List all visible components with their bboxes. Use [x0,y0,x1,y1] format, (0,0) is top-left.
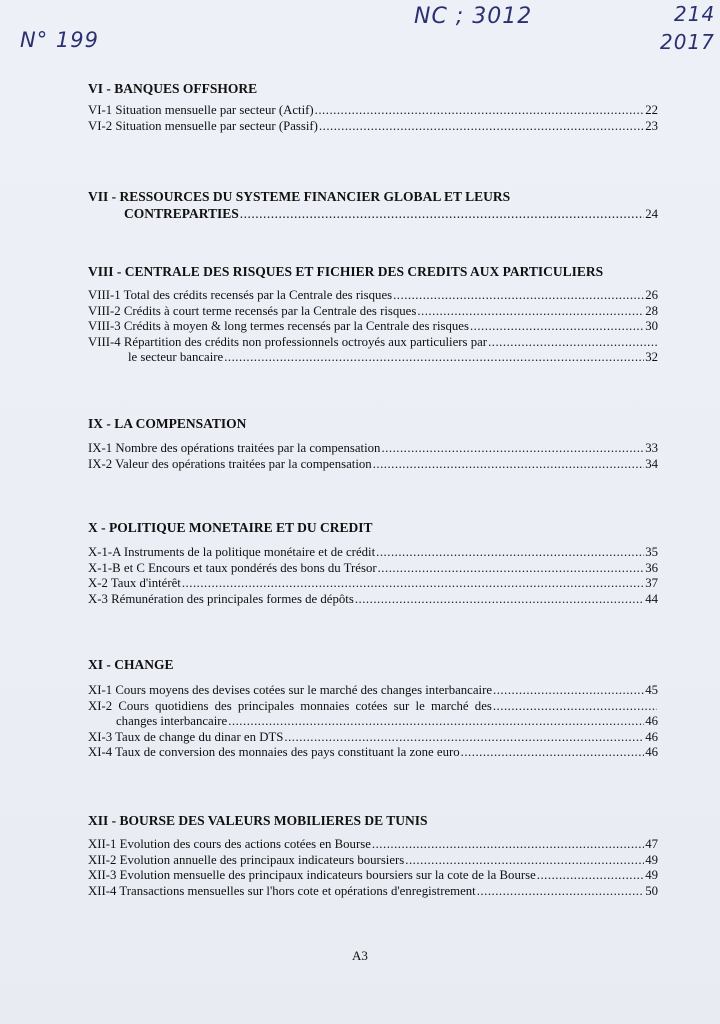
toc-entry-continued[interactable] [88,714,658,730]
toc-section-x [88,519,658,607]
entry-label: XI-4 Taux de conversion des monnaies des pays constituant la zone euro [88,745,460,759]
dot-leader [182,576,644,592]
entry-label: VI-2 Situation mensuelle par secteur (Passif) [88,118,318,133]
dot-leader [488,335,657,351]
entry-page: 49 [645,868,658,882]
handwritten-number: N° 199 [20,28,99,52]
dot-leader [461,745,645,761]
toc-entry[interactable] [88,288,658,304]
entry-page: 30 [645,319,658,333]
entry-page: 44 [645,591,658,606]
dot-leader [378,561,645,577]
dot-leader [376,545,644,561]
entry-label: XI-1 Cours moyens des devises cotées sur le marché des changes interbancaire [88,683,493,697]
toc-entry[interactable] [88,545,658,561]
dot-leader [355,592,644,608]
entry-page: 35 [645,545,658,559]
toc-entry[interactable] [88,304,658,320]
section-title: XI - CHANGE [88,657,174,672]
handwritten-corner-bottom: 2017 [660,30,715,54]
entry-page: 46 [645,745,658,759]
dot-leader [284,730,644,746]
dot-leader [372,837,644,853]
dot-leader [224,350,644,366]
entry-label: X-3 Rémunération des principales formes de dépôts [88,591,354,606]
dot-leader [493,683,644,699]
toc-entry[interactable] [88,319,658,335]
entry-label: VI-1 Situation mensuelle par secteur (Actif) [88,103,314,117]
entry-label: le secteur bancaire [128,350,224,364]
toc-entry[interactable] [88,853,658,869]
handwritten-reference: NC ; 3012 [414,4,533,29]
entry-label: XII-1 Evolution des cours des actions cotées en Bourse [88,837,371,851]
section-title: XII - BOURSE DES VALEURS MOBILIERES DE TUNIS [88,813,428,828]
dot-leader [477,884,644,900]
dot-leader [393,288,644,304]
dot-leader [228,714,644,730]
entry-label: VIII-2 Crédits à court terme recensés par la Centrale des risques [88,303,417,318]
toc-entry[interactable] [88,592,658,608]
dot-leader [240,205,644,222]
entry-label: XII-3 Evolution mensuelle des principaux indicateurs boursiers sur la cote de la Bourse [88,868,536,882]
entry-label: VIII-3 Crédits à moyen & long termes recensés par la Centrale des risques [88,319,469,333]
entry-page: 47 [645,837,658,851]
entry-page: 32 [645,350,658,364]
toc-entry[interactable] [88,335,658,351]
dot-leader [319,119,644,135]
entry-page: 37 [645,576,658,590]
toc-entry[interactable] [88,205,658,223]
entry-page: 36 [645,560,658,575]
entry-page: 46 [645,714,658,728]
entry-label: XI-2 Cours quotidiens des principales monnaies cotées sur le marché des [88,698,492,713]
entry-label: XI-3 Taux de change du dinar en DTS [88,729,284,744]
dot-leader [493,699,657,715]
entry-page: 49 [645,852,658,867]
toc-entry[interactable] [88,103,658,119]
page-number: A3 [352,948,368,963]
entry-page: 22 [645,103,658,117]
section-title: IX - LA COMPENSATION [88,416,247,431]
entry-label: XII-2 Evolution annuelle des principaux indicateurs boursiers [88,852,405,867]
entry-page: 33 [645,441,658,455]
section-title: VII - RESSOURCES DU SYSTEME FINANCIER GLOBAL ET LEURS [88,189,511,204]
toc-entry[interactable] [88,441,658,457]
entry-label: X-1-B et C Encours et taux pondérés des bons du Trésor [88,560,377,575]
toc-entry[interactable] [88,561,658,577]
entry-label: IX-1 Nombre des opérations traitées par la compensation [88,441,381,455]
toc-entry[interactable] [88,837,658,853]
toc-entry[interactable] [88,457,658,473]
entry-label: XII-4 Transactions mensuelles sur l'hors cote et opérations d'enregistrement [88,883,476,898]
toc-section-xi [88,656,658,761]
toc-entry[interactable] [88,868,658,884]
entry-label: X-2 Taux d'intérêt [88,576,181,590]
toc-section-viii [88,263,658,366]
toc-section-xii [88,812,658,899]
entry-page: 45 [645,683,658,697]
entry-page: 50 [645,883,658,898]
handwritten-corner-top: 214 [674,2,716,26]
entry-label: IX-2 Valeur des opérations traitées par la compensation [88,456,372,471]
dot-leader [315,103,645,119]
section-title: VI - BANQUES OFFSHORE [88,81,258,96]
dot-leader [417,304,644,320]
section-title: VIII - CENTRALE DES RISQUES ET FICHIER DES CREDITS AUX PARTICULIERS [88,264,604,279]
toc-entry[interactable] [88,683,658,699]
toc-entry[interactable] [88,576,658,592]
toc-entry-continued[interactable] [88,350,658,366]
entry-page: 26 [645,288,658,302]
entry-page: 34 [645,456,658,471]
section-title-continued: CONTREPARTIES [124,206,239,221]
entry-page: 46 [645,729,658,744]
toc-section-vi [88,80,658,134]
toc-entry[interactable] [88,119,658,135]
dot-leader [381,441,644,457]
entry-label: VIII-1 Total des crédits recensés par la Centrale des risques [88,288,393,302]
dot-leader [405,853,644,869]
dot-leader [537,868,644,884]
dot-leader [373,457,645,473]
toc-section-ix [88,415,658,472]
toc-section-vii [88,188,658,223]
entry-label: X-1-A Instruments de la politique monétaire et de crédit [88,545,376,559]
entry-label: VIII-4 Répartition des crédits non professionnels octroyés aux particuliers par [88,334,488,349]
toc-entry[interactable] [88,730,658,746]
toc-entry[interactable] [88,884,658,900]
dot-leader [470,319,644,335]
toc-entry[interactable] [88,745,658,761]
entry-page: 23 [645,118,658,133]
section-title: X - POLITIQUE MONETAIRE ET DU CREDIT [88,520,373,535]
toc-entry[interactable] [88,699,658,715]
entry-label: changes interbancaire [116,714,228,728]
entry-page: 24 [645,207,658,221]
entry-page: 28 [645,303,658,318]
